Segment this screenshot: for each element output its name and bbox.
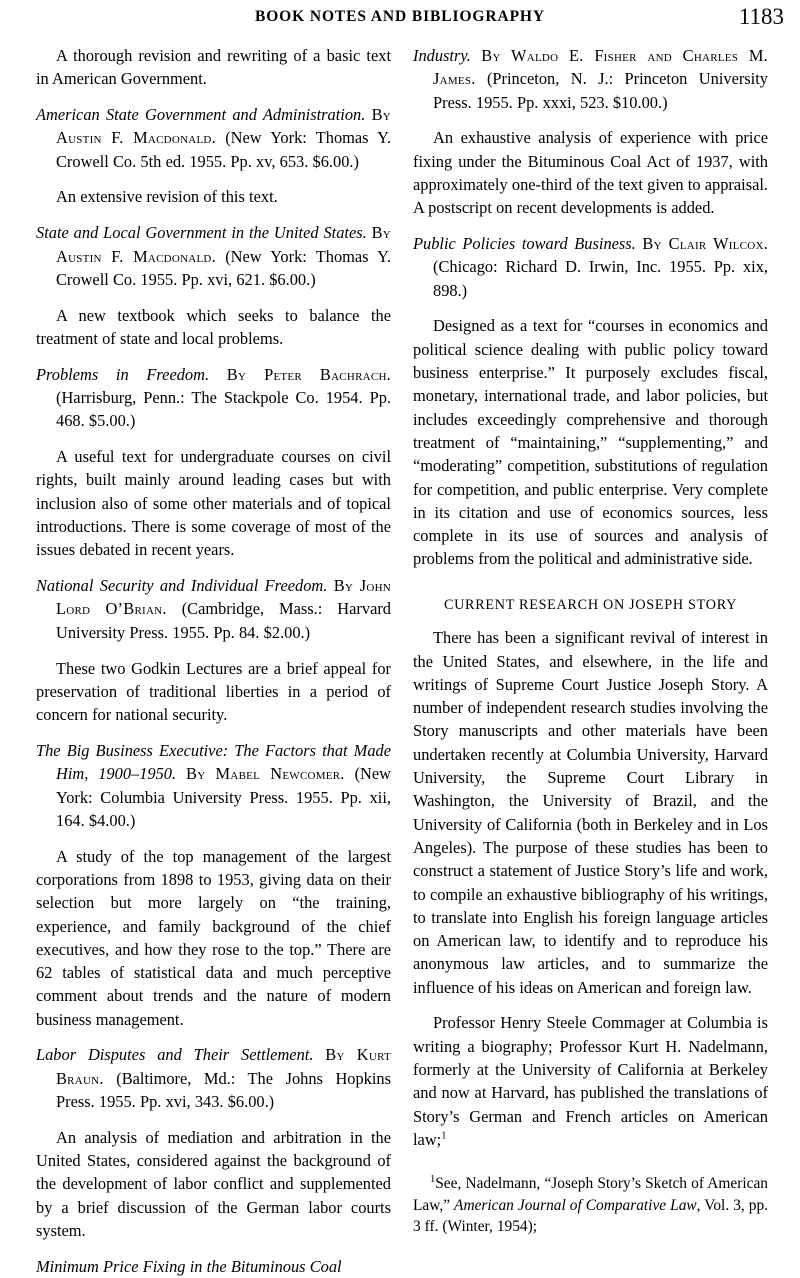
- bibliography-entry: [36, 103, 391, 173]
- entry-byline: By Austin F. Macdonald.: [56, 223, 392, 266]
- bibliography-entry: [36, 739, 391, 832]
- entry-imprint: (Cambridge, Mass.: Harvard University Press. 1955. Pp. 84. $2.00.): [56, 599, 391, 642]
- running-head-title: BOOK NOTES AND BIBLIOGRAPHY: [254, 8, 545, 25]
- entry-title: Labor Disputes and Their Settlement.: [36, 1045, 314, 1065]
- entry-title: Public Policies toward Business.: [413, 234, 636, 254]
- two-column-body: [0, 44, 800, 1278]
- annotation-paragraph: Designed as a text for “courses in economics and political science dealing with public policy toward business enterprise.” It purposely excludes fiscal, monetary, international trade, and labor policies, but includes exceedingly comprehensive and thorough treatment of “maintaining,” “supplementing,” and “moderating” competition, substitutions of regulation for competition, and public enterprise. Very complete in its citation and use of economics sources, less complete in its use of sources and analysis of problems from the political and administrative side.: [413, 316, 768, 569]
- right-column: [413, 44, 768, 1238]
- annotation-paragraph: An exhaustive analysis of experience with price fixing under the Bituminous Coal Act of 1937, with approximately one-third of the text given to appraisal. A postscript on recent developments is added.: [413, 128, 768, 218]
- bibliography-entry-continued-next-column: [36, 1255, 391, 1278]
- footnote-tail: , Vol. 3, pp. 3 ff. (Winter, 1954);: [413, 1196, 768, 1236]
- footnote-journal-title: American Journal of Comparative Law: [454, 1196, 697, 1214]
- entry-byline: By Mabel Newcomer.: [186, 764, 345, 784]
- entry-title: American State Government and Administration.: [36, 105, 366, 125]
- entry-imprint: (Harrisburg, Penn.: The Stackpole Co. 1954. Pp. 468. $5.00.): [56, 388, 391, 431]
- bibliography-entry: [36, 1043, 391, 1113]
- entry-byline: By Austin F. Macdonald.: [56, 105, 392, 148]
- entry-byline: By Peter Bachrach.: [226, 364, 391, 384]
- annotation-paragraph: An analysis of mediation and arbitration in the United States, considered against the background of the development of labor conflict and supplemented by a brief discussion of the German labor courts system.: [36, 1127, 391, 1241]
- annotation-paragraph: An extensive revision of this text.: [56, 187, 278, 207]
- section-paragraph-text: Professor Henry Steele Commager at Columbia is writing a biography; Professor Kurt H. Nadelmann, formerly at the University of California at Berkeley and now at Harvard, has published the translations of Story’s German and French articles on American law;: [413, 1013, 768, 1149]
- entry-title: Minimum Price Fixing in the Bituminous Coal: [36, 1256, 342, 1276]
- entry-title: Problems in Freedom.: [36, 364, 210, 384]
- footnote-block: [413, 1165, 768, 1238]
- entry-title: State and Local Government in the United States.: [36, 223, 367, 243]
- page-number: 1183: [738, 4, 784, 29]
- annotation-paragraph: A useful text for undergraduate courses on civil rights, built mainly around leading cases but with inclusion also of some other materials and of topical introductions. There is some coverage of most of the issues debated in recent years.: [36, 447, 391, 560]
- annotation-paragraph: A study of the top management of the largest corporations from 1898 to 1953, giving data on their selection but more largely on “the training, experience, and family background of the chief executives, and how they rose to the top.” There are 62 tables of statistical data and much perceptive comment about trends and the nature of modern business management.: [36, 846, 391, 1029]
- annotation-paragraph: A new textbook which seeks to balance the treatment of state and local problems.: [36, 305, 391, 348]
- left-column: [36, 44, 391, 1278]
- running-head: [0, 4, 800, 34]
- bibliography-entry: [413, 232, 768, 302]
- annotation-paragraph: These two Godkin Lectures are a brief appeal for preservation of traditional liberties in a period of concern for national security.: [36, 658, 391, 725]
- bibliography-entry: [36, 363, 391, 433]
- entry-title: Industry.: [413, 46, 471, 65]
- section-paragraph: [413, 1011, 768, 1151]
- entry-imprint: (Princeton, N. J.: Princeton University Press. 1955. Pp. xxxi, 523. $10.00.): [433, 69, 768, 112]
- entry-byline: By Kurt Braun.: [56, 1045, 391, 1088]
- section-heading: CURRENT RESEARCH ON JOSEPH STORY: [443, 596, 738, 613]
- bibliography-entry: [36, 574, 391, 644]
- entry-imprint: (New York: Thomas Y. Crowell Co. 5th ed. 1955. Pp. xv, 653. $6.00.): [56, 128, 391, 171]
- entry-imprint: (New York: Thomas Y. Crowell Co. 1955. Pp. xvi, 621. $6.00.): [56, 246, 391, 289]
- entry-imprint: (New York: Columbia University Press. 1955. Pp. xii, 164. $4.00.): [56, 764, 392, 830]
- footnote: [413, 1173, 768, 1238]
- entry-byline: By Clair Wilcox.: [642, 234, 768, 254]
- footnote-reference-marker: 1: [441, 1130, 447, 1142]
- annotation-paragraph: A thorough revision and rewriting of a basic text in American Government.: [36, 46, 391, 89]
- entry-byline: By Waldo E. Fisher and Charles M. James.: [433, 46, 769, 89]
- entry-imprint: (Baltimore, Md.: The Johns Hopkins Press. 1955. Pp. xvi, 343. $6.00.): [56, 1068, 391, 1112]
- entry-title: National Security and Individual Freedom.: [36, 576, 328, 596]
- footnote-marker: 1: [430, 1174, 436, 1186]
- bibliography-entry-continuation: [413, 44, 768, 114]
- entry-title: The Big Business Executive: The Factors that Made Him, 1900–1950.: [36, 740, 391, 784]
- section-paragraph: There has been a significant revival of interest in the United States, and elsewhere, in the life and writings of Supreme Court Justice Joseph Story. A number of independent research studies involving the Story manuscripts and other materials have been undertaken recently at Columbia University, Harvard University, the Supreme Court Library in Washington, the University of Brazil, and the University of California (both in Berkeley and in Los Angeles). The purpose of these studies has been to construct a statement of Justice Story’s life and work, to compile an exhaustive bibliography of his writings, to translate into English his foreign language articles on American law, to identify and to reproduce his anonymous law articles, and to summarize the influence of his ideas on American and foreign law.: [413, 628, 768, 997]
- entry-imprint: (Chicago: Richard D. Irwin, Inc. 1955. Pp. xix, 898.): [433, 257, 768, 300]
- bibliography-entry: [36, 221, 391, 291]
- entry-byline: By John Lord O’Brian.: [56, 576, 391, 619]
- footnote-lead: See, Nadelmann, “Joseph Story’s Sketch of American Law,”: [413, 1175, 768, 1214]
